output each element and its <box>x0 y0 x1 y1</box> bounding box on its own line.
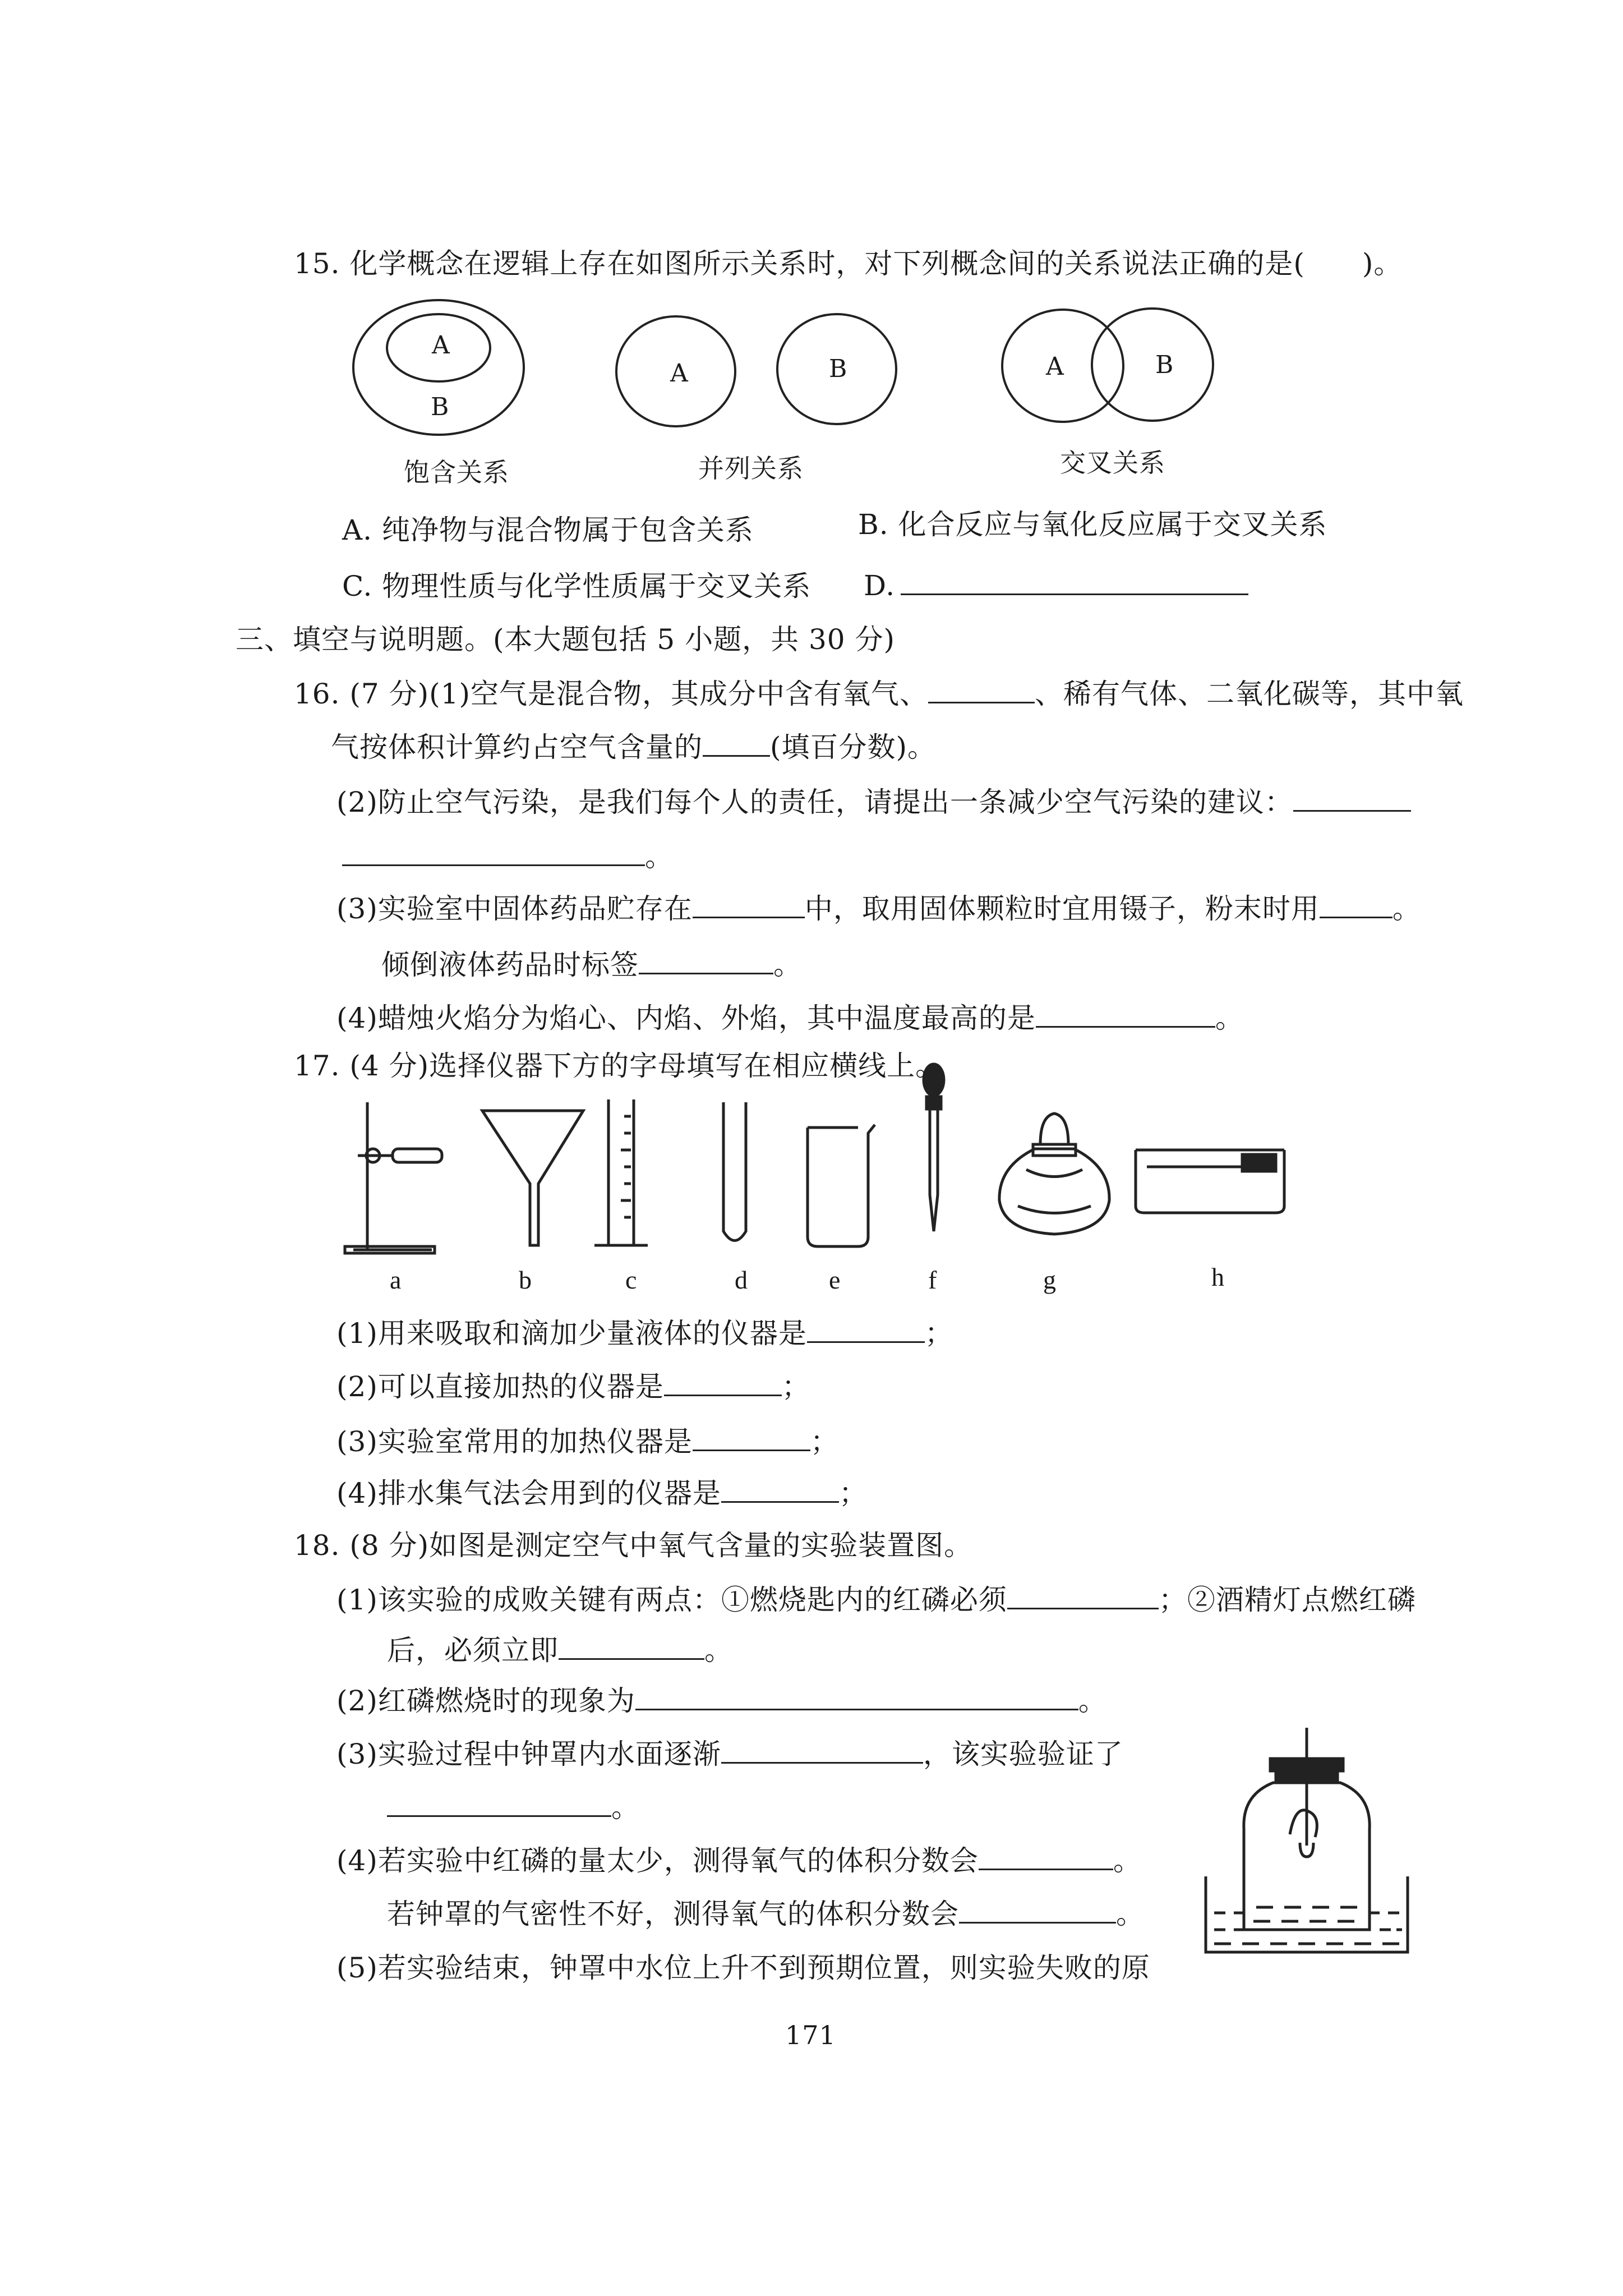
q18-sub1-cont: 后，必须立即 。 <box>387 1632 733 1667</box>
q18-sub4: (4)若实验中红磷的量太少，测得氧气的体积分数会 。 <box>336 1843 1142 1878</box>
q15-option-d: D. <box>864 568 1248 602</box>
venn3-label-a: A <box>1046 352 1064 381</box>
venn-intersection <box>1002 309 1213 422</box>
apparatus-letter-a: a <box>390 1266 402 1294</box>
q16-blank-4[interactable] <box>693 891 805 918</box>
q18-sub5: (5)若实验结束，钟罩中水位上升不到预期位置，则实验失败的原 <box>336 1952 1150 1984</box>
q18-sub3-cont: 。 <box>387 1789 640 1824</box>
q18-blank-2[interactable] <box>559 1632 704 1660</box>
q16-blank-5[interactable] <box>1320 891 1393 918</box>
q16-blank-3[interactable] <box>1293 784 1411 812</box>
apparatus-drawings <box>345 1064 1284 1253</box>
q15-d-blank[interactable] <box>901 568 1248 595</box>
q15-option-b: B. 化合反应与氧化反应属于交叉关系 <box>858 508 1327 541</box>
q17-sub2: (2)可以直接加热的仪器是 ； <box>336 1369 810 1404</box>
test-tube-icon <box>723 1102 746 1241</box>
q17-blank-1[interactable] <box>807 1315 925 1343</box>
venn2-label-b: B <box>829 355 847 383</box>
q17-sub4: (4)排水集气法会用到的仪器是 ； <box>336 1475 868 1510</box>
q16-part1-line1: 16. (7 分)(1)空气是混合物，其成分中含有氧气、 、稀有气体、二氧化碳等，其中氧 <box>294 676 1464 711</box>
venn2-caption: 并列关系 <box>698 453 804 484</box>
q16-blank-6[interactable] <box>639 947 773 974</box>
venn1-label-b: B <box>431 393 449 421</box>
q18-sub3: (3)实验过程中钟罩内水面逐渐 ，该实验验证了 <box>336 1736 1123 1771</box>
q17-sub1: (1)用来吸取和滴加少量液体的仪器是 ； <box>336 1315 953 1350</box>
q17-stem: 17. (4 分)选择仪器下方的字母填写在相应横线上。 <box>294 1050 944 1082</box>
apparatus-letter-c: c <box>625 1266 637 1294</box>
apparatus-letter-f: f <box>928 1266 937 1294</box>
q16-blank-7[interactable] <box>1036 1000 1215 1028</box>
venn-parallel <box>616 314 896 426</box>
q17-blank-3[interactable] <box>693 1424 810 1451</box>
dropper-icon <box>924 1064 944 1231</box>
graduated-cylinder-icon <box>594 1099 648 1245</box>
q17-blank-2[interactable] <box>664 1369 782 1396</box>
venn1-label-a: A <box>432 331 450 360</box>
q18-blank-3[interactable] <box>635 1683 1078 1710</box>
section-3-heading: 三、填空与说明题。(本大题包括 5 小题，共 30 分) <box>236 623 896 656</box>
apparatus-letter-h: h <box>1211 1263 1224 1291</box>
q17-blank-4[interactable] <box>721 1475 839 1503</box>
q16-blank-1[interactable] <box>928 676 1035 703</box>
q16-part3-cont: 倾倒液体药品时标签 。 <box>381 947 802 982</box>
beaker-icon <box>808 1125 875 1246</box>
iron-stand-icon <box>345 1102 442 1253</box>
alcohol-lamp-icon <box>999 1114 1109 1234</box>
q16-part1-line2: 气按体积计算约占空气含量的 (填百分数)。 <box>331 729 936 764</box>
venn1-caption: 饱含关系 <box>404 457 509 487</box>
page-number: 171 <box>785 2020 836 2050</box>
q15-option-c: C. 物理性质与化学性质属于交叉关系 <box>342 570 811 602</box>
apparatus-letter-b: b <box>519 1266 532 1294</box>
q16-part3: (3)实验室中固体药品贮存在 中，取用固体颗粒时宜用镊子，粉末时用 。 <box>336 891 1421 926</box>
q16-blank-2[interactable] <box>703 729 770 757</box>
q15-option-a: A. 纯净物与混合物属于包含关系 <box>342 514 754 546</box>
q18-blank-1[interactable] <box>1007 1582 1159 1609</box>
q18-stem: 18. (8 分)如图是测定空气中氧气含量的实验装置图。 <box>294 1529 973 1562</box>
venn3-caption: 交叉关系 <box>1060 448 1165 478</box>
venn3-label-b: B <box>1155 351 1174 379</box>
q16-blank-3b[interactable] <box>342 839 645 866</box>
q18-sub4-cont: 若钟罩的气密性不好，测得氧气的体积分数会 。 <box>387 1896 1145 1931</box>
q18-sub2: (2)红磷燃烧时的现象为 。 <box>336 1683 1107 1718</box>
funnel-icon <box>482 1111 583 1245</box>
apparatus-letter-e: e <box>829 1266 841 1294</box>
q16-part2-cont: 。 <box>342 839 674 873</box>
q18-blank-7[interactable] <box>959 1896 1116 1924</box>
q18-blank-6[interactable] <box>979 1843 1113 1870</box>
q15-stem: 15. 化学概念在逻辑上存在如图所示关系时，对下列概念间的关系说法正确的是( )。 <box>294 247 1403 280</box>
q17-sub3: (3)实验室常用的加热仪器是 ； <box>336 1424 839 1458</box>
q18-sub1: (1)该实验的成败关键有两点：①燃烧匙内的红磷必须 ；②酒精灯点燃红磷 <box>336 1582 1416 1617</box>
apparatus-letter-g: g <box>1043 1266 1056 1294</box>
trough-icon <box>1136 1150 1284 1213</box>
venn2-label-a: A <box>670 359 688 388</box>
q16-part2: (2)防止空气污染，是我们每个人的责任，请提出一条减少空气污染的建议： <box>336 784 1411 819</box>
bell-jar-apparatus-icon <box>1206 1728 1408 1952</box>
q18-blank-4[interactable] <box>721 1736 923 1764</box>
q18-blank-5[interactable] <box>387 1789 611 1817</box>
q16-part4: (4)蜡烛火焰分为焰心、内焰、外焰，其中温度最高的是 。 <box>336 1000 1244 1035</box>
apparatus-letter-d: d <box>735 1266 748 1294</box>
